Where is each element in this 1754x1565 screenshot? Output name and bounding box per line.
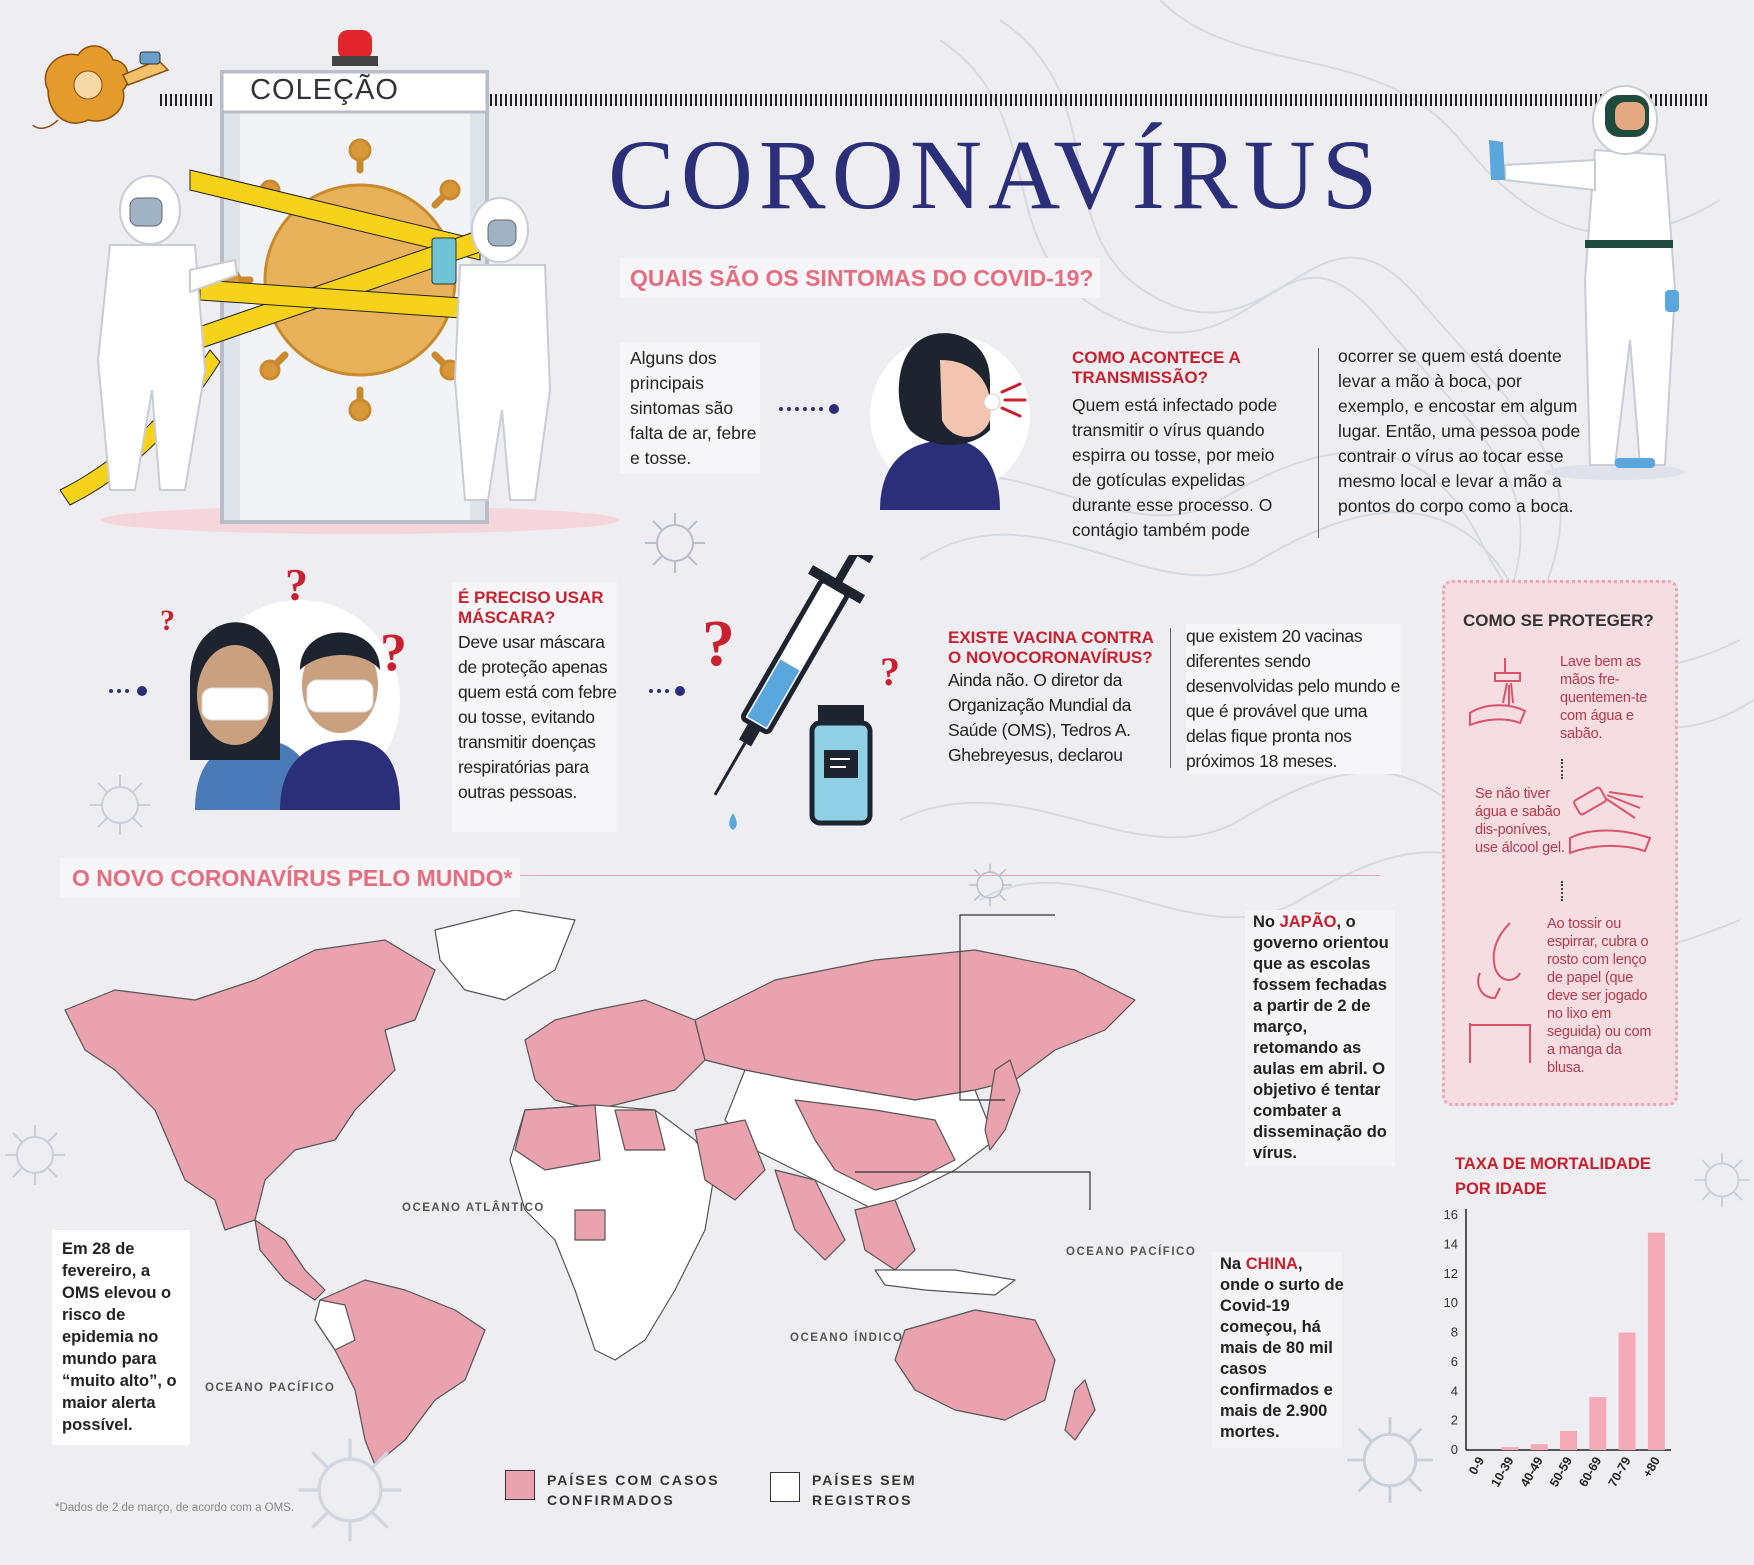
chart-bar [1589,1397,1606,1450]
chart-y-tick-label: 14 [1443,1236,1458,1252]
symptoms-text: Alguns dos principais sintomas são falta de ar, febre e tosse. [630,348,757,468]
mask-card [452,582,617,832]
column-divider [1170,628,1171,768]
legend-swatch-none [770,1472,800,1502]
tip-divider [1561,881,1563,901]
oms-note-text: Em 28 de fevereiro, a OMS elevou o risco de epidemia no mundo para “muito alto”, o maior alerta possível. [62,1240,177,1434]
chart-title: TAXA DE MORTALIDADE POR IDADE [1455,1155,1651,1198]
chart-x-tick-label: 40-49 [1517,1454,1546,1490]
protection-tip-cough: Ao tossir ou espirrar, cubra o rosto com lenço de papel (que deve ser jogado no lixo em seguida) ou com a manga da blusa. [1547,916,1652,1076]
chart-y-tick-label: 0 [1450,1442,1458,1457]
chart-x-tick-label: 50-59 [1546,1454,1576,1490]
transmission-heading: COMO ACONTECE A TRANSMISSÃO? [1072,348,1241,387]
ocean-label-pacific-west: OCEANO PACÍFICO [205,1382,336,1394]
china-note-text: Na CHINA, onde o surto de Covid-19 começou, há mais de 80 mil casos confirmados e mais de 2.900 mortes. [1220,1255,1344,1441]
symptoms-heading: QUAIS SÃO OS SINTOMAS DO COVID-19? [630,265,1094,291]
svg-text:?: ? [880,649,900,694]
ocean-label-indian: OCEANO ÍNDICO [790,1332,904,1344]
world-heading: O NOVO CORONAVÍRUS PELO MUNDO* [72,865,513,891]
chart-x-tick-label: 0-9 [1466,1454,1488,1478]
chart-y-tick-label: 4 [1450,1383,1458,1399]
virus-particle-icon [85,770,155,840]
chart-y-tick-label: 10 [1443,1295,1458,1311]
vaccine-text-col1: Ainda não. O diretor da Organização Mundial da Saúde (OMS), Tedros A. Ghebreyesus, declarou [948,670,1132,765]
chart-x-tick-label: 10-39 [1488,1454,1517,1490]
transmission-card [1062,340,1592,540]
column-divider [1318,348,1319,538]
japan-note [1245,910,1395,1166]
heading-rule [520,875,1380,876]
legend-label-none: PAÍSES SEM REGISTROS [812,1472,917,1508]
vaccine-text-col2: que existem 20 vacinas diferentes sendo desenvolvidas pelo mundo e que é provável que uma delas fique pronta nos próximos 18 meses. [1186,624,1401,774]
transmission-text-col1: Quem está infectado pode transmitir o vírus quando espirra ou tosse, por meio de gotículas expelidas durante esse processo. O contágio também pode [1072,395,1278,540]
symptoms-card [620,342,760,474]
chart-x-tick-label: 60-69 [1576,1454,1605,1490]
protection-heading: COMO SE PROTEGER? [1463,611,1654,630]
china-note [1212,1252,1342,1448]
world-heading-card [60,858,520,898]
chart-x-tick-label: +80 [1640,1454,1663,1480]
svg-text:?: ? [702,607,735,680]
legend-swatch-confirmed [505,1470,535,1500]
chart-y-tick-label: 16 [1443,1207,1458,1222]
chart-x-tick-label: 70-79 [1605,1454,1634,1490]
page-title: CORONAVÍRUS [608,119,1384,230]
svg-text:?: ? [160,604,175,637]
tip-divider [1561,759,1563,779]
chart-y-tick-label: 6 [1450,1353,1458,1369]
symptoms-heading-card [620,258,1100,298]
handwash-icon [1465,653,1535,733]
svg-text:?: ? [285,560,308,610]
chart-bar [1648,1233,1665,1450]
vaccine-heading: EXISTE VACINA CONTRA O NOVOCORONAVÍRUS? [948,628,1154,667]
transmission-text-col2: ocorrer se quem está doente levar a mão à boca, por exemplo, e encostar em algum lugar. Então, uma pessoa pode contrair o vírus ao tocar esse mesmo local e levar a mão a pontos do corpo como a boca. [1338,346,1581,516]
oms-note [52,1230,190,1445]
china-highlight: CHINA [1245,1255,1298,1273]
protection-tip-gel: Se não tiver água e sabão dis-poníves, use álcool gel. [1475,786,1565,856]
japan-note-text: No JAPÃO, o governo orientou que as escolas fossem fechadas a partir de 2 de março, retomando as aulas em abril. O objetivo é tentar combater a disseminação do vírus. [1253,913,1389,1162]
connector-dots [648,684,688,698]
mortality-chart [1430,1200,1680,1490]
mask-heading: É PRECISO USAR MÁSCARA? [458,588,604,627]
vaccine-card [940,624,1405,774]
chart-bar [1560,1431,1577,1450]
legend-label-confirmed: PAÍSES COM CASOS CONFIRMADOS [547,1472,720,1508]
virus-particle-icon [1340,1410,1440,1510]
virus-particle-icon [290,1430,410,1550]
couple-masks-illustration [150,560,430,810]
alcohol-gel-icon [1565,783,1660,868]
connector-dots [108,684,150,698]
collection-label: COLEÇÃO [250,74,399,106]
chart-y-tick-label: 12 [1443,1265,1458,1281]
cough-cover-icon [1460,913,1540,1073]
virus-particle-icon [0,1110,70,1200]
ocean-label-pacific-east: OCEANO PACÍFICO [1066,1246,1197,1258]
svg-text:?: ? [380,622,407,682]
virus-particle-icon [965,860,1015,910]
syringe-vaccine-illustration [690,555,910,835]
virus-particle-icon [1690,1140,1754,1220]
chart-y-tick-label: 8 [1450,1324,1458,1340]
mask-text: Deve usar máscara de proteção apenas quem está com febre ou tosse, evitando transmitir doenças respiratórias para outras pessoas. [458,632,617,802]
footnote: *Dados de 2 de março, de acordo com a OMS. [55,1502,295,1514]
chart-bar [1531,1444,1548,1450]
chart-bar [1619,1333,1636,1451]
chart-bar [1501,1447,1518,1450]
protection-tip-handwash: Lave bem as mãos fre-quentemen-te com água e sabão. [1560,654,1648,742]
chart-y-tick-label: 2 [1450,1412,1458,1428]
japan-highlight: JAPÃO [1279,913,1337,931]
virus-particle-icon [640,508,710,578]
ocean-label-atlantic: OCEANO ATLÂNTICO [402,1202,545,1214]
woman-sneezing-illustration [870,320,1030,510]
protection-panel [1442,580,1678,1106]
connector-dots [778,402,843,416]
